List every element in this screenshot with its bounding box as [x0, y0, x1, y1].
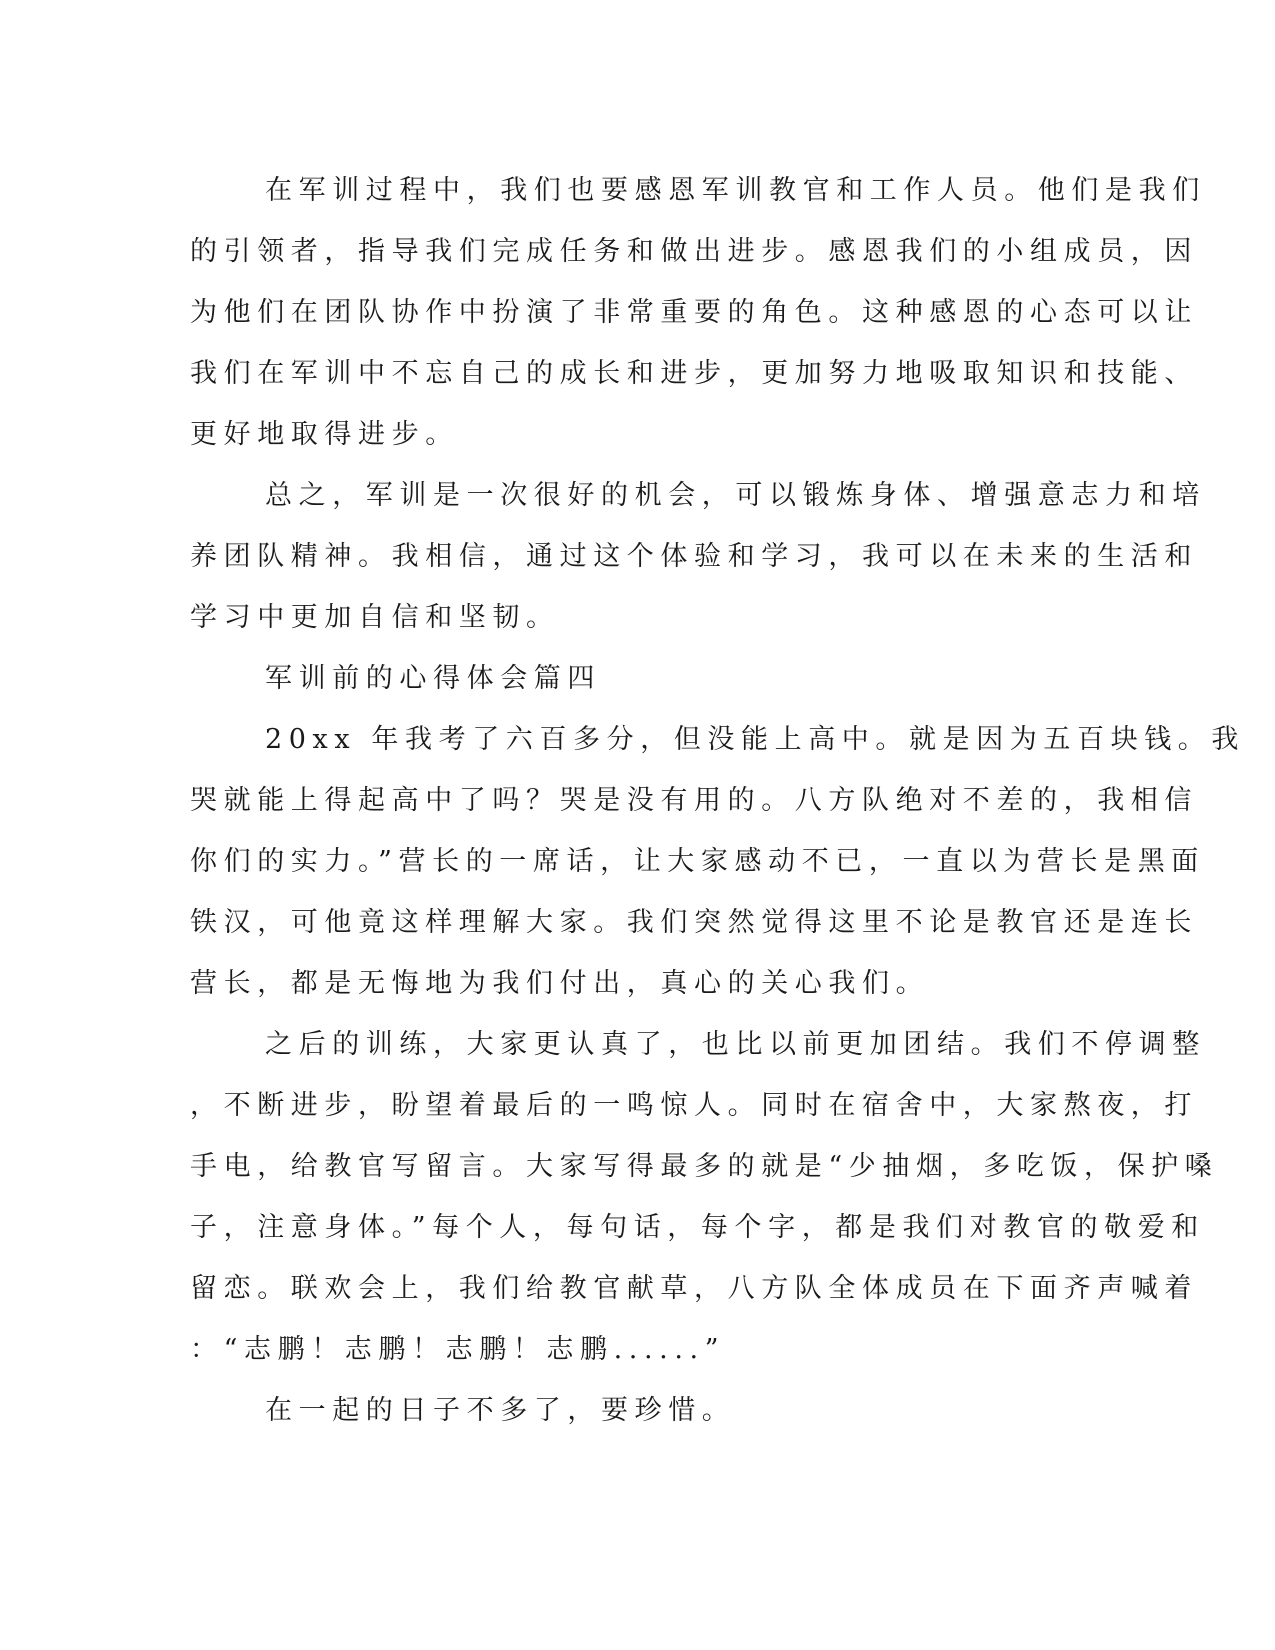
text-line: 之后的训练，大家更认真了，也比以前更加团结。我们不停调整 [265, 1029, 1206, 1060]
paragraph-gratitude [190, 160, 1206, 465]
text-line: 学习中更加自信和坚韧。 [190, 602, 560, 633]
paragraph-training [190, 1014, 1219, 1380]
paragraph-cherish [190, 1380, 1082, 1441]
document-body [190, 160, 1245, 1441]
text-line: 在军训过程中，我们也要感恩军训教官和工作人员。他们是我们 [265, 175, 1206, 206]
text-line: 的引领者，指导我们完成任务和做出进步。感恩我们的小组成员，因 [190, 236, 1198, 267]
paragraph-conclusion [190, 465, 1206, 648]
text-line: 20xx 年我考了六百多分，但没能上高中。就是因为五百块钱。我 [265, 724, 1245, 755]
text-line: 哭就能上得起高中了吗？哭是没有用的。八方队绝对不差的，我相信 [190, 785, 1198, 816]
text-line: 养团队精神。我相信，通过这个体验和学习，我可以在未来的生活和 [190, 541, 1198, 572]
text-line: ，不断进步，盼望着最后的一鸣惊人。同时在宿舍中，大家熬夜，打 [190, 1090, 1198, 1121]
text-line: 为他们在团队协作中扮演了非常重要的角色。这种感恩的心态可以让 [190, 297, 1198, 328]
text-line: ：“志鹏！志鹏！志鹏！志鹏......” [190, 1334, 726, 1365]
text-line: 我们在军训中不忘自己的成长和进步，更加努力地吸取知识和技能、 [190, 358, 1198, 389]
text-line: 总之，军训是一次很好的机会，可以锻炼身体、增强意志力和培 [265, 480, 1206, 511]
text-line: 营长，都是无悔地为我们付出，真心的关心我们。 [190, 968, 930, 999]
text-line: 留恋。联欢会上，我们给教官献草，八方队全体成员在下面齐声喊着 [190, 1273, 1198, 1304]
text-line: 铁汉，可他竟这样理解大家。我们突然觉得这里不论是教官还是连长 [190, 907, 1198, 938]
text-line: 在一起的日子不多了，要珍惜。 [265, 1395, 736, 1426]
section-heading: 军训前的心得体会篇四 [265, 663, 601, 694]
paragraph-commander-speech [190, 709, 1245, 1014]
text-line: 手电，给教官写留言。大家写得最多的就是“少抽烟，多吃饭，保护嗓 [190, 1151, 1219, 1182]
text-line: 你们的实力。”营长的一席话，让大家感动不已，一直以为营长是黑面 [190, 846, 1205, 877]
text-line: 更好地取得进步。 [190, 419, 459, 450]
text-line: 子，注意身体。”每个人，每句话，每个字，都是我们对教官的敬爱和 [190, 1212, 1205, 1243]
